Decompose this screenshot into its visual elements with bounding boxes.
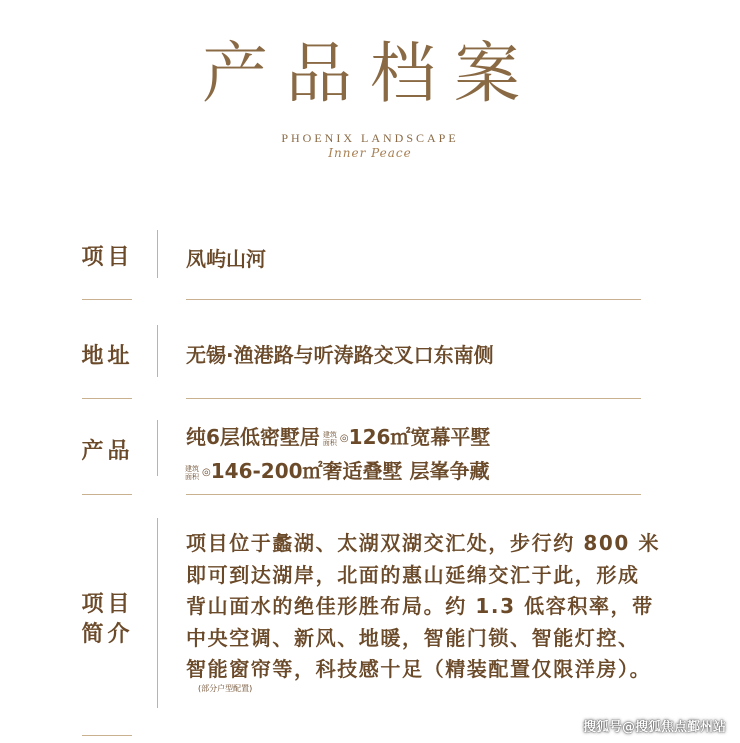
product-type: 纯6层低密墅居 — [186, 425, 320, 449]
divider-vertical — [157, 518, 158, 708]
product-label: 产品 — [81, 439, 134, 464]
product-flat-villa: 126㎡宽幕平墅 — [348, 425, 491, 449]
project-label: 项目 — [81, 245, 134, 270]
intro-label-line-1: 项目 — [81, 592, 134, 617]
divider-horizontal — [186, 299, 641, 300]
page-title: 产品档案 — [202, 35, 538, 112]
intro-line: 项目位于蠡湖、太湖双湖交汇处，步行约 800 米 — [186, 531, 661, 555]
intro-line: 智能窗帘等，科技感十足（精装配置仅限洋房）。 — [186, 657, 652, 681]
circle-mark: ◎ — [202, 467, 211, 478]
divider-horizontal — [186, 398, 641, 399]
intro-line: 背山面水的绝佳形胜布局。约 1.3 低容积率，带 — [186, 594, 654, 618]
intro-label-line-2: 简介 — [81, 622, 134, 647]
divider-horizontal — [82, 299, 132, 300]
intro-line: 即可到达湖岸，北面的惠山延绵交汇于此，形成 — [186, 562, 640, 587]
project-value: 凤屿山河 — [186, 247, 266, 271]
intro-line: 中央空调、新风、地暖，智能门锁、智能灯控、 — [186, 625, 640, 650]
divider-horizontal — [82, 398, 132, 399]
divider-horizontal — [82, 494, 132, 495]
divider-horizontal — [186, 494, 641, 495]
product-line-1 — [186, 421, 490, 450]
product-stacked-villa: 146-200㎡奢适叠墅 层峯争藏 — [210, 459, 490, 483]
intro-footnote: (部分户型配置) — [198, 684, 253, 693]
address-value: 无锡·渔港路与听涛路交叉口东南侧 — [186, 343, 494, 367]
address-label: 地址 — [81, 344, 134, 369]
divider-vertical — [157, 420, 158, 476]
divider-vertical — [157, 325, 158, 377]
intro-text — [186, 528, 686, 686]
circle-mark: ◎ — [339, 433, 349, 444]
area-note: 建筑面积 — [185, 464, 199, 481]
area-note: 建筑面积 — [322, 430, 337, 447]
product-line-2 — [182, 455, 490, 484]
brand-slogan: Inner Peace — [328, 146, 412, 160]
brand-name: PHOENIX LANDSCAPE — [281, 131, 459, 145]
watermark: 搜狐号@搜狐焦点鄞州站 — [582, 720, 726, 735]
divider-vertical — [157, 230, 158, 278]
divider-horizontal — [82, 735, 132, 736]
